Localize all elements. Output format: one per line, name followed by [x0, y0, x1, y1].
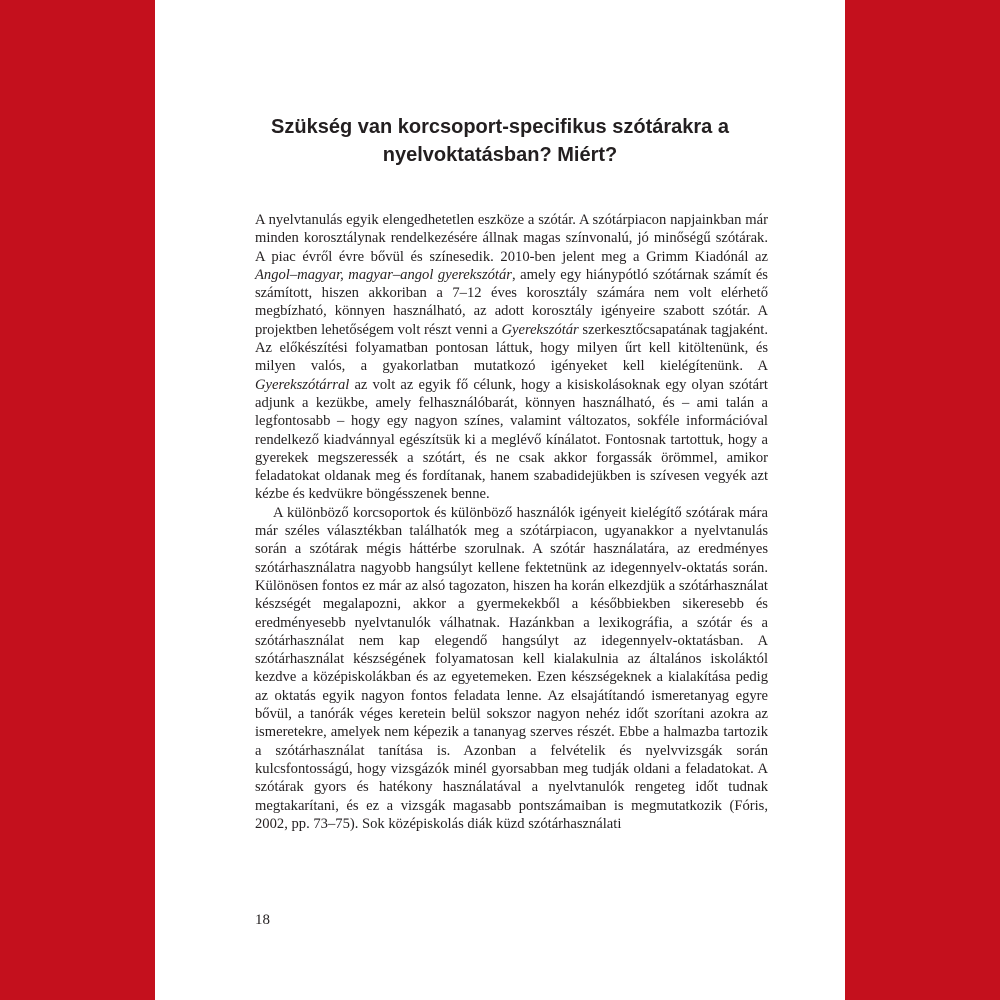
paragraph-1-text-a: A nyelvtanulás egyik elengedhetetlen eszköze a szótár. A szótárpiacon napjainkban már minden korosztálynak rendelkezésére állnak magas színvonalú, jó minőségű szótárak. A piac évről évre bővül és színesedik. 2010-ben jelent meg a Grimm Kiadónál az	[255, 212, 768, 265]
paragraph-1-text-d: az volt az egyik fő célunk, hogy a kisiskolásoknak egy olyan szótárt adjunk a kezükbe, amely felhasználóbarát, könnyen használható, és – ami talán a legfontosabb – hogy egy nagyon színes, valamint változatos, sokféle információval rendelkező kiadvánnyal egészítsük ki a meglévő kínálatot. Fontosnak tartottuk, hogy a gyerekek megszeressék a szótárt, és ne csak akkor forgassák örömmel, amikor feladatokat oldanak meg és fordítanak, hanem szabadidejükben is szívesen vegyék azt kézbe és kedvükre böngésszenek benne.	[255, 376, 768, 503]
body-text	[255, 211, 768, 833]
gyerekszotar-term: Gyerekszótár	[501, 321, 579, 338]
dictionary-title: Angol–magyar, magyar–angol gyerekszótár	[255, 266, 512, 283]
book-page	[155, 0, 845, 1000]
gyerekszotarral-term: Gyerekszótárral	[255, 376, 350, 393]
chapter-title-line-2: nyelvoktatásban? Miért?	[382, 144, 618, 167]
chapter-title	[155, 113, 845, 169]
page-number: 18	[255, 912, 270, 928]
paragraph-1	[255, 211, 768, 504]
paragraph-1-text-b: , amely egy hiánypótló szótárnak számít és számított, hiszen akkoriban a 7–12 éves korosztály számára nem volt elérhető megbízható, könnyen használható, az adott korosztály igényeire szabott szótár. A projektben lehetőségem volt részt venni a	[255, 266, 768, 338]
chapter-title-line-1: Szükség van korcsoport-specifikus szótárakra a	[271, 116, 729, 139]
paragraph-1-text-c: szerkesztőcsapatának tagjaként. Az előkészítési folyamatban pontosan láttuk, hogy milyen űrt kell kitöltenünk, és milyen valós, a gyakorlatban mutatkozó igényeket kell kielégítenünk. A	[255, 321, 768, 375]
paragraph-2: A különböző korcsoportok és különböző használók igényeit kielégítő szótárak mára már széles választékban találhatók meg a szótárpiacon, ugyanakkor a nyelvtanulás során a szótárak mégis háttérbe szorulnak. A szótár használatára, az eredményes szótárhasználatra nagyobb hangsúlyt kellene fektetnünk az idegennyelv-oktatás során. Különösen fontos ez már az alsó tagozaton, hiszen ha korán elkezdjük a szótárhasználat készségét megalapozni, akkor a gyermekekből a későbbiekben sikeresebb és eredményesebb nyelvtanulók válhatnak. Hazánkban a lexikográfia, a szótár és a szótárhasználat nem kap elegendő hangsúlyt az idegennyelv-oktatásban. A szótárhasználat készségének folyamatosan kell kialakulnia az általános iskoláktól kezdve a középiskolákban és az egyetemeken. Ezen készségeknek a kialakítása pedig az oktatás egyik nagyon fontos feladata lenne. Az elsajátítandó ismeretanyag egyre bővül, a tanórák véges keretein belül sokszor nagyon nehéz időt szorítani azokra az ismeretekre, amelyek nem képezik a tananyag szerves részét. Ebbe a halmazba tartozik a szótárhasználat tanítása is. Azonban a felvételik és nyelvvizsgák során kulcsfontosságú, hogy vizsgázók minél gyorsabban meg tudják oldani a feladatokat. A szótárak gyors és hatékony használatával a nyelvtanulók rengeteg időt tudnak megtakarítani, és ez a vizsgák magasabb pontszámaiban is megmutatkozik (Fóris, 2002, pp. 73–75). Sok középiskolás diák küzd szótárhasználati	[255, 504, 768, 832]
